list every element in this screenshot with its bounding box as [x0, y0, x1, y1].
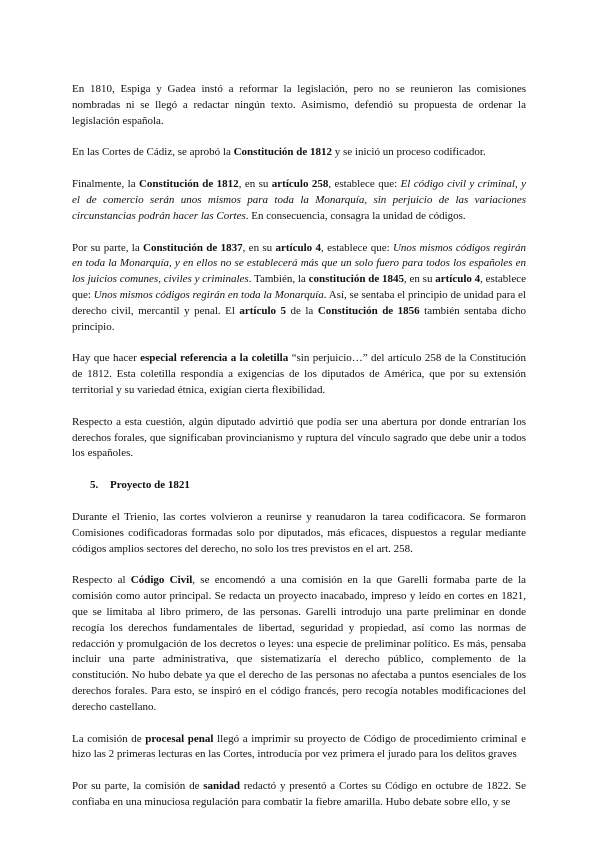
- bold-constitucion-1837: Constitución de 1837: [143, 241, 243, 254]
- paragraph-constitucion-1837: [72, 241, 526, 336]
- text-run: , en su: [238, 178, 272, 191]
- bold-sanidad: sanidad: [203, 780, 240, 793]
- paragraph-codigo-civil: [72, 573, 526, 715]
- bold-articulo-4: artículo 4: [275, 241, 321, 254]
- paragraph-text: En 1810, Espiga y Gadea instó a reformar la legislación, pero no se reunieron las comisiones nombradas ni se llegó a redactar ningún texto. Asimismo, defendió su propuesta de ordenar la legislación española.: [72, 83, 526, 127]
- section-number: 5.: [90, 479, 99, 492]
- quote-articulo-258: El código civil y criminal, y el de comercio serán unos mismos para toda la Monarquía, sin perjuicio de las variaciones circunstancias podrán hacer las Cortes: [72, 178, 526, 222]
- bold-codigo-civil: Código Civil: [130, 574, 193, 587]
- section-heading-proyecto-1821: [90, 478, 526, 494]
- text-run: , establece que:: [321, 241, 393, 254]
- paragraph-cortes-cadiz: [72, 145, 526, 161]
- text-run: de la: [286, 304, 318, 317]
- paragraph-articulo-258: [72, 177, 526, 224]
- text-run: Por su parte, la: [72, 241, 144, 254]
- text-run: y se inició un proceso codificador.: [332, 146, 486, 159]
- paragraph-text: Durante el Trienio, las cortes volvieron a reunirse y reanudaron la tarea codificacora. Se formaron Comisiones codificadoras formadas solo por diputados, más eficaces, dispuestos a regular mediante códigos amplios sectores del derecho, no solo los tres previstos en el art. 258.: [72, 510, 526, 555]
- document-body: [72, 82, 526, 811]
- bold-procesal-penal: procesal penal: [145, 732, 214, 745]
- paragraph-espiga: [72, 82, 526, 129]
- section-title: Proyecto de 1821: [110, 479, 190, 492]
- text-run: “sin perjuicio…” del artículo 258 de la Constitución de 1812. Esta coletilla respondía a exigencias de los diputados de América, que por su extensión territorial y su variedad étnica, exigían cierta flexibilidad.: [72, 352, 526, 396]
- bold-articulo-4: artículo 4: [435, 273, 481, 286]
- text-run: Finalmente, la: [72, 178, 139, 191]
- text-run: La comisión de: [72, 732, 146, 745]
- text-run: . También, la: [248, 273, 309, 286]
- paragraph-derechos-forales: [72, 415, 526, 462]
- text-run: , establece que:: [72, 273, 526, 301]
- text-run: también sentaba dicho principio.: [72, 304, 526, 333]
- bold-articulo-258: artículo 258: [271, 178, 329, 191]
- paragraph-procesal-penal: [72, 732, 526, 764]
- text-run: , establece que:: [328, 178, 401, 191]
- text-run: En las Cortes de Cádiz, se aprobó la: [72, 146, 234, 159]
- text-run: Por su parte, la comisión de: [72, 780, 204, 793]
- quote-articulo-4-1837: Unos mismos códigos regirán en toda la Monarquía, y en ellos no se establecerá más que un solo fuero para todos los españoles en los juicios comunes, civiles y criminales: [72, 241, 527, 286]
- bold-constitucion-1856: Constitución de 1856: [317, 304, 420, 317]
- text-run: Hay que hacer: [72, 352, 141, 365]
- text-run: . Así, se sentaba el principio de unidad para el derecho civil, mercantil y penal. El: [72, 288, 526, 317]
- paragraph-coletilla: [72, 351, 526, 398]
- paragraph-text: Respecto a esta cuestión, algún diputado advirtió que podía ser una abertura por donde entrarían los derechos forales, que significaban provincianismo y ruptura del vínculo sagrado que debe unir a todos los españoles.: [72, 415, 526, 460]
- paragraph-trienio: [72, 510, 526, 557]
- quote-articulo-4-1845: Unos mismos códigos regirán en toda la Monarquía: [93, 288, 324, 301]
- bold-especial-referencia: especial referencia a la coletilla: [140, 352, 289, 365]
- bold-constitucion-1812: Constitución de 1812: [138, 178, 239, 191]
- text-run: . En consecuencia, consagra la unidad de códigos.: [245, 209, 466, 222]
- bold-constitucion-1812: Constitución de 1812: [233, 146, 333, 159]
- paragraph-sanidad: [72, 779, 526, 811]
- text-run: , en su: [403, 273, 436, 286]
- text-run: Respecto al: [72, 574, 131, 587]
- text-run: llegó a imprimir su proyecto de Código de procedimiento criminal e hizo las 2 primeras lecturas en las Cortes, introducía por vez primera el jurado para los delitos graves: [72, 732, 526, 761]
- text-run: , se encomendó a una comisión en la que Garelli formaba parte de la comisión como autor principal. Se redacta un proyecto inacabado, impreso y leído en cortes en 1821, que se limitaba al libro primero, de las personas. Garelli introdujo una parte preliminar en donde recogía los derechos fundamentales de libertad, seguridad y propiedad, así como las normas de redacción y promulgación de los decretos o leyes: una especie de preliminar político. Es más, pensaba incluir una parte administrativa, que sistematizaría el derecho público, complemento de la constitución. No hubo debate ya que el derecho de las personas no afectaba a puntos esenciales de los derechos forales. Para esto, se inspiró en el código francés, pero recogía notables modificaciones del derecho castellano.: [72, 574, 527, 713]
- bold-constitucion-1845: constitución de 1845: [308, 273, 404, 286]
- text-run: , en su: [242, 241, 276, 254]
- bold-articulo-5: artículo 5: [239, 304, 287, 317]
- text-run: redactó y presentó a Cortes su Código en octubre de 1822. Se confiaba en una minuciosa regulación para combatir la fiebre amarilla. Hubo debate sobre ello, y se: [72, 780, 526, 808]
